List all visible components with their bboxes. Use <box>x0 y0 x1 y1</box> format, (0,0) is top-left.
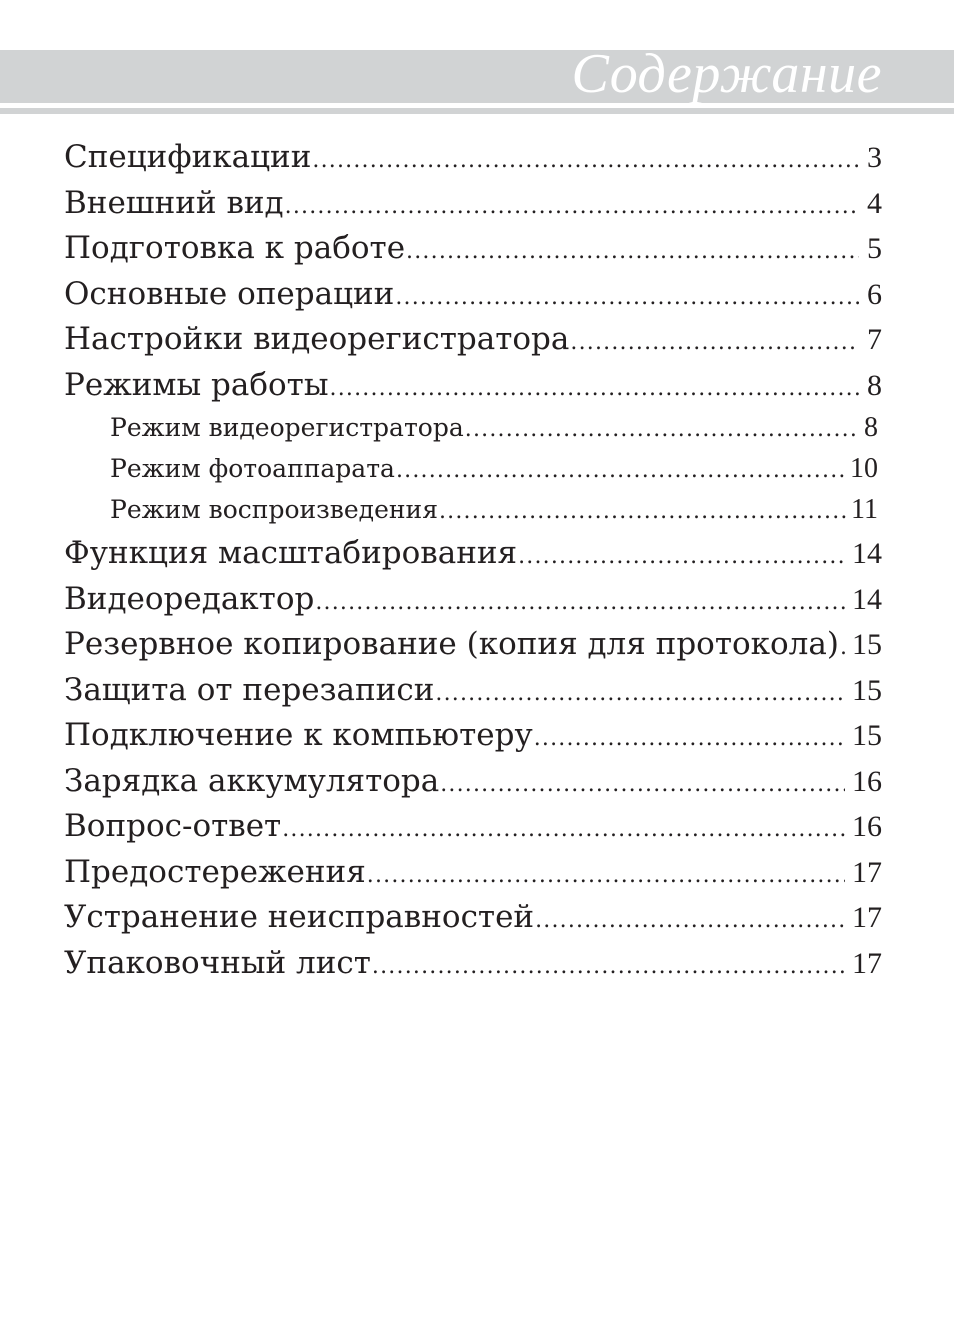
toc-entry-label: Внешний вид <box>64 184 284 221</box>
toc-entry-label: Режим видеорегистратора <box>110 413 464 442</box>
toc-entry-precautions[interactable] <box>64 854 882 900</box>
toc-subentry-camera-mode[interactable] <box>64 453 882 494</box>
toc-page-number: 15 <box>852 719 882 752</box>
toc-page-number: 16 <box>852 764 882 798</box>
toc-entry-label: Предостережения <box>64 853 366 890</box>
toc-leader-dots <box>282 817 845 842</box>
toc-entry-label: Настройки видеорегистратора <box>64 321 570 357</box>
toc-entry-basic-operations[interactable] <box>64 276 882 322</box>
toc-leader-dots <box>285 194 859 219</box>
toc-entry-packing-list[interactable] <box>64 945 882 991</box>
toc-entry-label: Устранение неисправностей <box>64 899 535 935</box>
toc-entry-operating-modes[interactable] <box>64 367 882 413</box>
toc-leader-dots <box>534 726 845 751</box>
toc-page-number: 17 <box>852 855 882 889</box>
toc-leader-dots <box>518 544 845 569</box>
page-title: Содержание <box>571 43 882 105</box>
toc-entry-label: Спецификации <box>64 139 312 175</box>
toc-entry-battery-charging[interactable] <box>64 763 882 809</box>
toc-leader-dots <box>367 863 845 888</box>
toc-leader-dots <box>440 772 845 797</box>
toc-leader-dots <box>315 590 845 615</box>
toc-page-number: 17 <box>852 901 882 934</box>
toc-page-number: 16 <box>852 810 882 843</box>
toc-page-number: 6 <box>867 277 882 311</box>
table-of-contents <box>64 139 882 990</box>
toc-entry-label: Режимы работы <box>64 366 329 403</box>
header-divider <box>0 108 954 114</box>
toc-leader-dots <box>840 635 845 660</box>
toc-entry-overwrite-protection[interactable] <box>64 672 882 718</box>
toc-leader-dots <box>439 499 848 524</box>
toc-leader-dots <box>330 376 860 401</box>
toc-entry-label: Резервное копирование (копия для протокола) <box>64 626 839 662</box>
toc-entry-label: Зарядка аккумулятора <box>64 762 440 799</box>
toc-page-number: 15 <box>852 628 882 661</box>
toc-leader-dots <box>435 681 845 706</box>
toc-page-number: 8 <box>864 412 878 443</box>
toc-page-number: 14 <box>852 537 882 570</box>
toc-leader-dots <box>396 458 847 483</box>
toc-page-number: 7 <box>867 323 882 356</box>
toc-entry-preparation[interactable] <box>64 230 882 276</box>
toc-entry-zoom-function[interactable] <box>64 535 882 581</box>
toc-leader-dots <box>570 330 859 355</box>
toc-entry-backup-copy[interactable] <box>64 626 882 672</box>
toc-leader-dots <box>372 954 845 979</box>
toc-entry-label: Режим воспроизведения <box>110 495 438 524</box>
toc-leader-dots <box>465 417 855 442</box>
toc-entry-computer-connection[interactable] <box>64 717 882 763</box>
toc-page-number: 4 <box>867 186 882 220</box>
toc-page-number: 14 <box>852 582 882 616</box>
toc-entry-faq[interactable] <box>64 808 882 854</box>
toc-page-number: 17 <box>852 946 882 980</box>
toc-leader-dots <box>406 239 859 264</box>
toc-page-number: 10 <box>850 453 878 484</box>
toc-entry-troubleshooting[interactable] <box>64 899 882 945</box>
toc-entry-label: Подготовка к работе <box>64 230 406 266</box>
toc-entry-appearance[interactable] <box>64 185 882 231</box>
toc-entry-specifications[interactable] <box>64 139 882 185</box>
toc-leader-dots <box>535 908 845 933</box>
toc-leader-dots <box>312 148 859 173</box>
toc-entry-label: Вопрос-ответ <box>64 808 282 844</box>
toc-entry-label: Подключение к компьютеру <box>64 717 533 753</box>
toc-entry-label: Функция масштабирования <box>64 535 518 571</box>
toc-subentry-playback-mode[interactable] <box>64 494 882 535</box>
toc-page-number: 8 <box>867 368 882 402</box>
toc-entry-label: Видеоредактор <box>64 580 315 617</box>
toc-page-number: 11 <box>851 494 878 525</box>
toc-page-number: 3 <box>867 141 882 174</box>
toc-entry-video-editor[interactable] <box>64 581 882 627</box>
toc-leader-dots <box>395 285 859 310</box>
toc-subentry-recorder-mode[interactable] <box>64 412 882 453</box>
toc-entry-label: Режим фотоаппарата <box>110 454 395 483</box>
toc-entry-label: Защита от перезаписи <box>64 671 435 708</box>
toc-entry-label: Упаковочный лист <box>64 944 371 981</box>
toc-page-number: 5 <box>867 232 882 265</box>
toc-page-number: 15 <box>852 673 882 707</box>
toc-entry-label: Основные операции <box>64 275 395 312</box>
toc-entry-recorder-settings[interactable] <box>64 321 882 367</box>
